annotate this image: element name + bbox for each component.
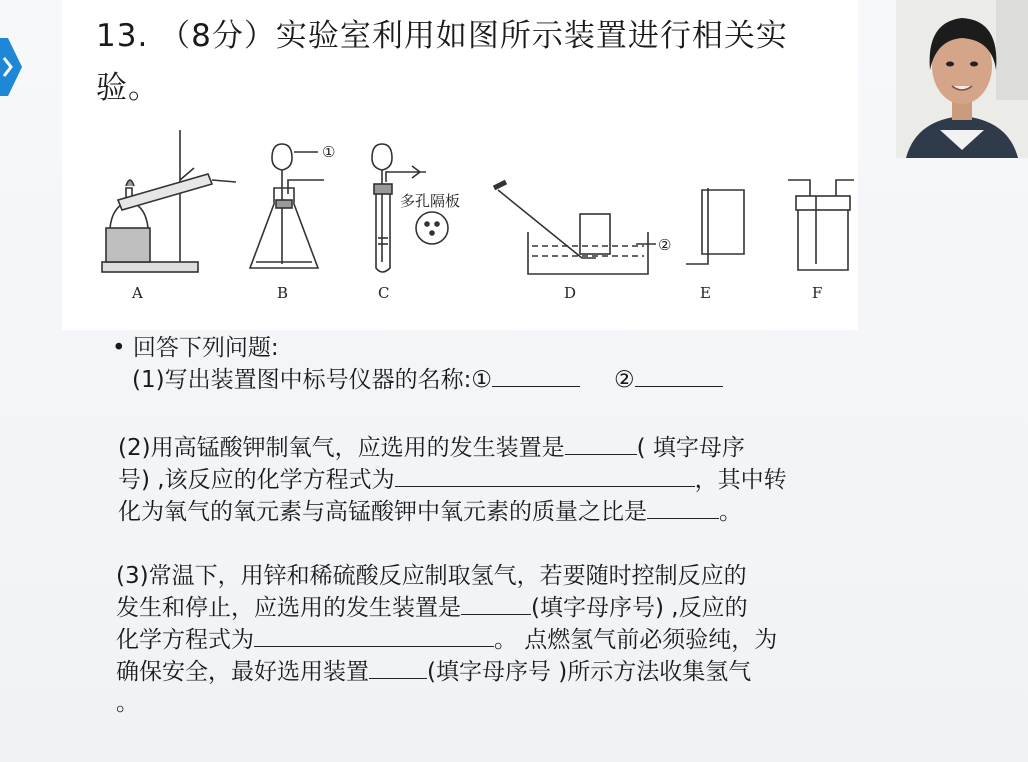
question-title: 13. （8分）实验室利用如图所示装置进行相关实验。 (96, 18, 788, 106)
person-icon (896, 0, 1028, 158)
q3-blank-3[interactable] (369, 656, 427, 679)
apparatus-d (494, 182, 656, 274)
q2-blank-1[interactable] (565, 432, 637, 455)
q2-blank-2[interactable] (395, 464, 695, 487)
marker-2: ② (658, 236, 672, 254)
q2-blank-3[interactable] (647, 496, 719, 519)
figure-label-c: C (378, 284, 390, 302)
q2-line2b: ，其中转 (694, 467, 787, 493)
q2-line3a: 化为氧气的氧元素与高锰酸钾中氧元素的质量之比是 (118, 499, 647, 525)
q1-text: (1)写出装置图中标号仪器的名称:① (132, 367, 492, 393)
q3-line5: 。 (116, 690, 139, 716)
q3-line3a: 化学方程式为 (116, 627, 254, 653)
q3-line2b: (填字母序号) ,反应的 (531, 595, 748, 621)
figure-label-f: F (812, 284, 823, 302)
q3-line4a: 确保安全，最好选用装置 (116, 659, 369, 685)
q2-line1b: ( 填字母序 (636, 435, 745, 461)
q3-line1: (3)常温下，用锌和稀硫酸反应制取氢气，若要随时控制反应的 (116, 563, 747, 589)
q3-line2a: 发生和停止，应选用的发生装置是 (116, 595, 461, 621)
q3-line3b: 。 点燃氢气前必须验纯，为 (494, 627, 778, 653)
apparatus-f (788, 180, 854, 270)
question-1 (132, 364, 723, 396)
q2-line3b: 。 (719, 499, 742, 525)
question-3 (116, 561, 777, 719)
apparatus-a (102, 130, 236, 272)
apparatus-figure (96, 128, 856, 308)
q3-line4b: (填字母序号 )所示方法收集氢气 (427, 659, 752, 685)
slide-nav-tab[interactable] (0, 38, 22, 96)
webcam-overlay (896, 0, 1028, 158)
q3-blank-2[interactable] (254, 624, 494, 647)
q1-mid: ② (613, 367, 635, 393)
marker-1: ① (322, 143, 336, 161)
figure-label-d: D (564, 284, 577, 302)
q3-blank-1[interactable] (461, 592, 531, 615)
figure-label-b: B (277, 284, 289, 302)
apparatus-drawing (96, 128, 856, 308)
q2-line1a: (2)用高锰酸钾制氧气，应选用的发生装置是 (118, 435, 565, 461)
apparatus-b (250, 144, 324, 268)
prompt-line: • 回答下列问题: (112, 335, 279, 361)
porous-plate-label: 多孔隔板 (400, 192, 461, 210)
chevron-right-icon[interactable] (0, 38, 22, 96)
apparatus-e (686, 188, 744, 264)
q1-blank-2[interactable] (635, 364, 723, 387)
figure-label-e: E (700, 284, 711, 302)
figure-label-a: A (132, 284, 143, 302)
q1-blank-1[interactable] (492, 364, 580, 387)
q2-line2a: 号) ,该反应的化学方程式为 (118, 467, 395, 493)
question-2 (118, 432, 787, 528)
